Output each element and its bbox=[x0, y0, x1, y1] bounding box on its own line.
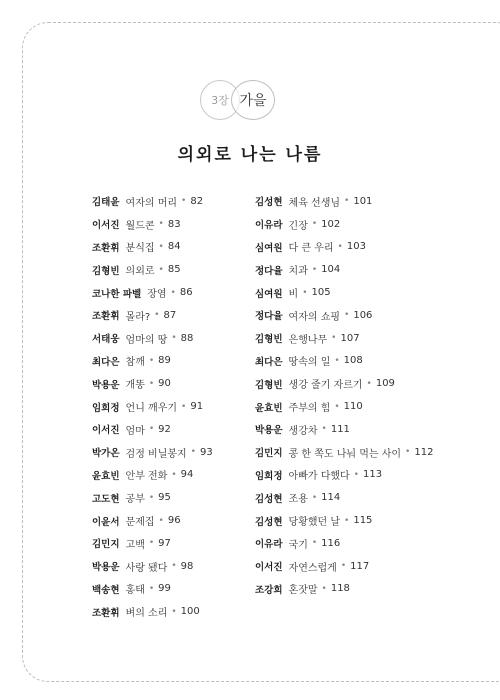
entry-page-number: 85 bbox=[167, 264, 181, 276]
entry-title: 자연스럽게 bbox=[288, 562, 337, 574]
entry-title: 벼의 소리 bbox=[125, 608, 168, 620]
toc-entry[interactable] bbox=[255, 258, 433, 281]
toc-entry[interactable] bbox=[255, 304, 433, 327]
toc-entry[interactable] bbox=[92, 418, 213, 441]
entry-separator: • bbox=[158, 515, 164, 526]
entry-title: 검정 비닐봉지 bbox=[125, 448, 187, 460]
entry-title: 개똥 bbox=[125, 380, 145, 392]
toc-entry[interactable] bbox=[92, 258, 213, 281]
entry-title: 땅속의 일 bbox=[288, 357, 331, 369]
entry-author: 조환휘 bbox=[92, 607, 120, 619]
entry-title: 다 큰 우리 bbox=[288, 243, 334, 255]
entry-author: 김형빈 bbox=[92, 265, 120, 277]
section-title: 의외로 나는 나름 bbox=[177, 145, 323, 165]
toc-entry[interactable] bbox=[255, 395, 433, 418]
entry-separator: • bbox=[158, 219, 164, 230]
entry-page-number: 115 bbox=[353, 515, 373, 527]
entry-separator: • bbox=[311, 538, 318, 549]
entry-title: 비 bbox=[288, 289, 299, 301]
entry-separator: • bbox=[171, 606, 177, 617]
entry-separator: • bbox=[405, 447, 411, 458]
entry-title: 조용 bbox=[288, 494, 308, 506]
entry-author: 김성현 bbox=[255, 197, 283, 209]
entry-title: 당황했던 날 bbox=[288, 517, 341, 529]
entry-page-number: 87 bbox=[163, 309, 177, 321]
entry-page-number: 105 bbox=[311, 287, 331, 299]
entry-page-number: 107 bbox=[340, 332, 360, 344]
entry-page-number: 118 bbox=[330, 583, 350, 595]
entry-separator: • bbox=[302, 287, 308, 298]
entry-author: 서태웅 bbox=[92, 334, 120, 346]
entry-author: 심여원 bbox=[255, 288, 283, 300]
toc-entry[interactable] bbox=[92, 555, 213, 578]
toc-entry[interactable] bbox=[255, 281, 433, 304]
entry-page-number: 108 bbox=[343, 355, 363, 367]
entry-page-number: 101 bbox=[353, 195, 373, 207]
entry-separator: • bbox=[171, 469, 177, 480]
entry-title: 혼잣말 bbox=[288, 585, 318, 597]
entry-separator: • bbox=[334, 401, 340, 412]
entry-author: 정다율 bbox=[255, 265, 283, 277]
toc-entry[interactable] bbox=[92, 464, 213, 487]
entry-separator: • bbox=[170, 287, 176, 298]
entry-title: 치과 bbox=[288, 266, 308, 278]
entry-title: 여자의 쇼핑 bbox=[288, 311, 341, 323]
entry-separator: • bbox=[353, 469, 359, 480]
entry-page-number: 104 bbox=[321, 264, 341, 276]
entry-page-number: 92 bbox=[158, 423, 171, 435]
entry-separator: • bbox=[334, 355, 340, 366]
entry-author: 김태윤 bbox=[92, 197, 120, 209]
entry-author: 박용운 bbox=[255, 425, 283, 437]
entry-separator: • bbox=[171, 333, 177, 344]
entry-author: 정다율 bbox=[255, 311, 283, 323]
toc-entry[interactable] bbox=[255, 555, 433, 578]
chapter-season-circle: 가을 bbox=[231, 80, 275, 120]
toc-entry[interactable] bbox=[92, 350, 213, 373]
entry-title: 주부의 힘 bbox=[288, 403, 331, 415]
entry-title: 사랑 됐다 bbox=[125, 562, 168, 574]
entry-page-number: 96 bbox=[167, 515, 181, 527]
entry-page-number: 83 bbox=[167, 218, 181, 230]
entry-author: 김민지 bbox=[92, 539, 120, 551]
entry-author: 윤효빈 bbox=[92, 470, 120, 482]
entry-separator: • bbox=[344, 310, 350, 321]
entry-title: 국기 bbox=[288, 539, 308, 551]
entry-title: 엄마의 땅 bbox=[125, 334, 168, 346]
toc-entry[interactable] bbox=[92, 213, 213, 236]
entry-page-number: 90 bbox=[158, 378, 171, 390]
entry-author: 박용운 bbox=[92, 379, 120, 391]
entry-title: 생강 줄기 자르기 bbox=[288, 380, 363, 392]
entry-author: 임희정 bbox=[255, 470, 283, 482]
entry-author: 김성현 bbox=[255, 516, 283, 528]
chapter-badge bbox=[197, 80, 287, 120]
entry-title: 여자의 머리 bbox=[125, 197, 178, 209]
entry-separator: • bbox=[344, 515, 350, 526]
entry-title: 아빠가 다했다 bbox=[288, 471, 350, 483]
toc-entry[interactable] bbox=[255, 578, 433, 601]
entry-author: 조환휘 bbox=[92, 311, 120, 323]
entry-page-number: 91 bbox=[190, 401, 204, 413]
entry-author: 김형빈 bbox=[255, 379, 283, 391]
entry-title: 안부 전화 bbox=[125, 471, 168, 483]
entry-title: 문제집 bbox=[125, 517, 155, 529]
entry-title: 언니 깨우기 bbox=[125, 403, 178, 415]
toc-entry[interactable] bbox=[92, 395, 213, 418]
entry-author: 윤효빈 bbox=[255, 402, 283, 414]
toc-entry[interactable] bbox=[255, 441, 433, 464]
toc-entry[interactable] bbox=[92, 372, 213, 395]
entry-separator: • bbox=[311, 264, 318, 275]
entry-author: 김형빈 bbox=[255, 334, 283, 346]
entry-separator: • bbox=[181, 401, 187, 412]
entry-page-number: 86 bbox=[179, 287, 193, 299]
entry-title: 몰라? bbox=[125, 311, 151, 323]
entry-page-number: 94 bbox=[180, 469, 194, 481]
entry-separator: • bbox=[190, 447, 196, 458]
entry-page-number: 112 bbox=[414, 446, 434, 458]
toc-entry[interactable] bbox=[92, 600, 213, 623]
entry-page-number: 99 bbox=[158, 583, 171, 595]
entry-separator: • bbox=[331, 333, 337, 344]
entry-author: 임희정 bbox=[92, 402, 120, 414]
toc-entry[interactable] bbox=[255, 213, 433, 236]
entry-title: 긴장 bbox=[288, 220, 308, 232]
entry-page-number: 109 bbox=[375, 378, 395, 390]
toc-entry[interactable] bbox=[92, 441, 213, 464]
entry-separator: • bbox=[148, 378, 155, 389]
entry-page-number: 88 bbox=[180, 332, 194, 344]
toc-entry[interactable] bbox=[255, 486, 433, 509]
entry-separator: • bbox=[311, 219, 318, 230]
toc-entry[interactable] bbox=[255, 418, 433, 441]
entry-separator: • bbox=[148, 424, 155, 435]
entry-author: 박용운 bbox=[92, 562, 120, 574]
entry-separator: • bbox=[148, 538, 155, 549]
entry-author: 김민지 bbox=[255, 448, 283, 460]
entry-separator: • bbox=[337, 241, 343, 252]
entry-page-number: 89 bbox=[158, 355, 171, 367]
toc-left-column bbox=[92, 190, 213, 623]
entry-separator: • bbox=[311, 492, 318, 503]
toc-entry[interactable] bbox=[255, 190, 433, 213]
entry-author: 이서진 bbox=[92, 220, 120, 232]
entry-title: 공부 bbox=[125, 494, 145, 506]
entry-author: 고도현 bbox=[92, 493, 120, 505]
entry-page-number: 100 bbox=[180, 606, 200, 618]
entry-page-number: 113 bbox=[362, 469, 383, 481]
entry-separator: • bbox=[344, 196, 350, 207]
chapter-number-circle: 3장 bbox=[200, 80, 240, 120]
entry-page-number: 111 bbox=[330, 423, 350, 435]
entry-separator: • bbox=[158, 241, 164, 252]
entry-page-number: 84 bbox=[167, 241, 181, 253]
toc-entry[interactable] bbox=[92, 281, 213, 304]
entry-author: 백송현 bbox=[92, 584, 120, 596]
entry-separator: • bbox=[148, 492, 155, 503]
entry-separator: • bbox=[148, 583, 155, 594]
entry-page-number: 117 bbox=[350, 560, 370, 572]
entry-author: 최다은 bbox=[255, 356, 283, 368]
toc-entry[interactable] bbox=[92, 236, 213, 259]
entry-author: 조강희 bbox=[255, 584, 283, 596]
toc-entry[interactable] bbox=[92, 190, 213, 213]
entry-author: 이서진 bbox=[255, 562, 283, 574]
toc-entry[interactable] bbox=[255, 509, 433, 532]
entry-separator: • bbox=[158, 264, 164, 275]
toc-entry[interactable] bbox=[92, 509, 213, 532]
entry-title: 생강차 bbox=[288, 425, 318, 437]
entry-title: 엄마 bbox=[125, 425, 145, 437]
entry-title: 체육 선생님 bbox=[288, 197, 341, 209]
entry-title: 장염 bbox=[147, 289, 167, 301]
entry-title: 분식집 bbox=[125, 243, 155, 255]
toc-entry[interactable] bbox=[255, 350, 433, 373]
entry-page-number: 114 bbox=[321, 492, 341, 504]
entry-page-number: 106 bbox=[353, 309, 373, 321]
entry-author: 조환휘 bbox=[92, 242, 120, 254]
entry-title: 의외로 bbox=[125, 266, 155, 278]
toc-entry[interactable] bbox=[255, 464, 433, 487]
toc-entry[interactable] bbox=[92, 532, 213, 555]
entry-page-number: 98 bbox=[180, 560, 194, 572]
entry-page-number: 82 bbox=[190, 195, 204, 207]
entry-page-number: 103 bbox=[346, 241, 366, 253]
toc-entry[interactable] bbox=[255, 532, 433, 555]
entry-page-number: 110 bbox=[343, 401, 363, 413]
toc-entry[interactable] bbox=[255, 327, 433, 350]
entry-author: 박가온 bbox=[92, 448, 120, 460]
entry-page-number: 95 bbox=[158, 492, 171, 504]
entry-author: 이윤서 bbox=[92, 516, 120, 528]
toc-entry[interactable] bbox=[255, 236, 433, 259]
entry-title: 참깨 bbox=[125, 357, 145, 369]
entry-title: 은행나무 bbox=[288, 334, 328, 346]
entry-page-number: 97 bbox=[158, 537, 171, 549]
entry-separator: • bbox=[321, 424, 327, 435]
entry-separator: • bbox=[154, 310, 160, 321]
toc-entry[interactable] bbox=[92, 327, 213, 350]
entry-author: 최다은 bbox=[92, 356, 120, 368]
entry-separator: • bbox=[181, 196, 187, 207]
entry-separator: • bbox=[340, 561, 347, 572]
entry-author: 코나한 파벨 bbox=[92, 288, 142, 300]
entry-author: 이유라 bbox=[255, 539, 283, 551]
entry-separator: • bbox=[321, 583, 327, 594]
toc-entry[interactable] bbox=[92, 486, 213, 509]
entry-page-number: 102 bbox=[321, 218, 341, 230]
entry-separator: • bbox=[366, 378, 372, 389]
entry-title: 홍태 bbox=[125, 585, 145, 597]
entry-author: 김성현 bbox=[255, 493, 283, 505]
entry-separator: • bbox=[171, 561, 177, 572]
toc-entry[interactable] bbox=[92, 578, 213, 601]
entry-page-number: 93 bbox=[199, 446, 213, 458]
entry-author: 심여원 bbox=[255, 242, 283, 254]
entry-title: 월드콘 bbox=[125, 220, 155, 232]
toc-entry[interactable] bbox=[255, 372, 433, 395]
toc-right-column bbox=[255, 190, 433, 600]
entry-title: 고백 bbox=[125, 539, 145, 551]
entry-separator: • bbox=[148, 355, 155, 366]
entry-page-number: 116 bbox=[321, 537, 341, 549]
entry-author: 이서진 bbox=[92, 425, 120, 437]
toc-entry[interactable] bbox=[92, 304, 213, 327]
entry-author: 이유라 bbox=[255, 220, 283, 232]
entry-title: 콩 한 쪽도 나눠 먹는 사이 bbox=[288, 448, 402, 460]
